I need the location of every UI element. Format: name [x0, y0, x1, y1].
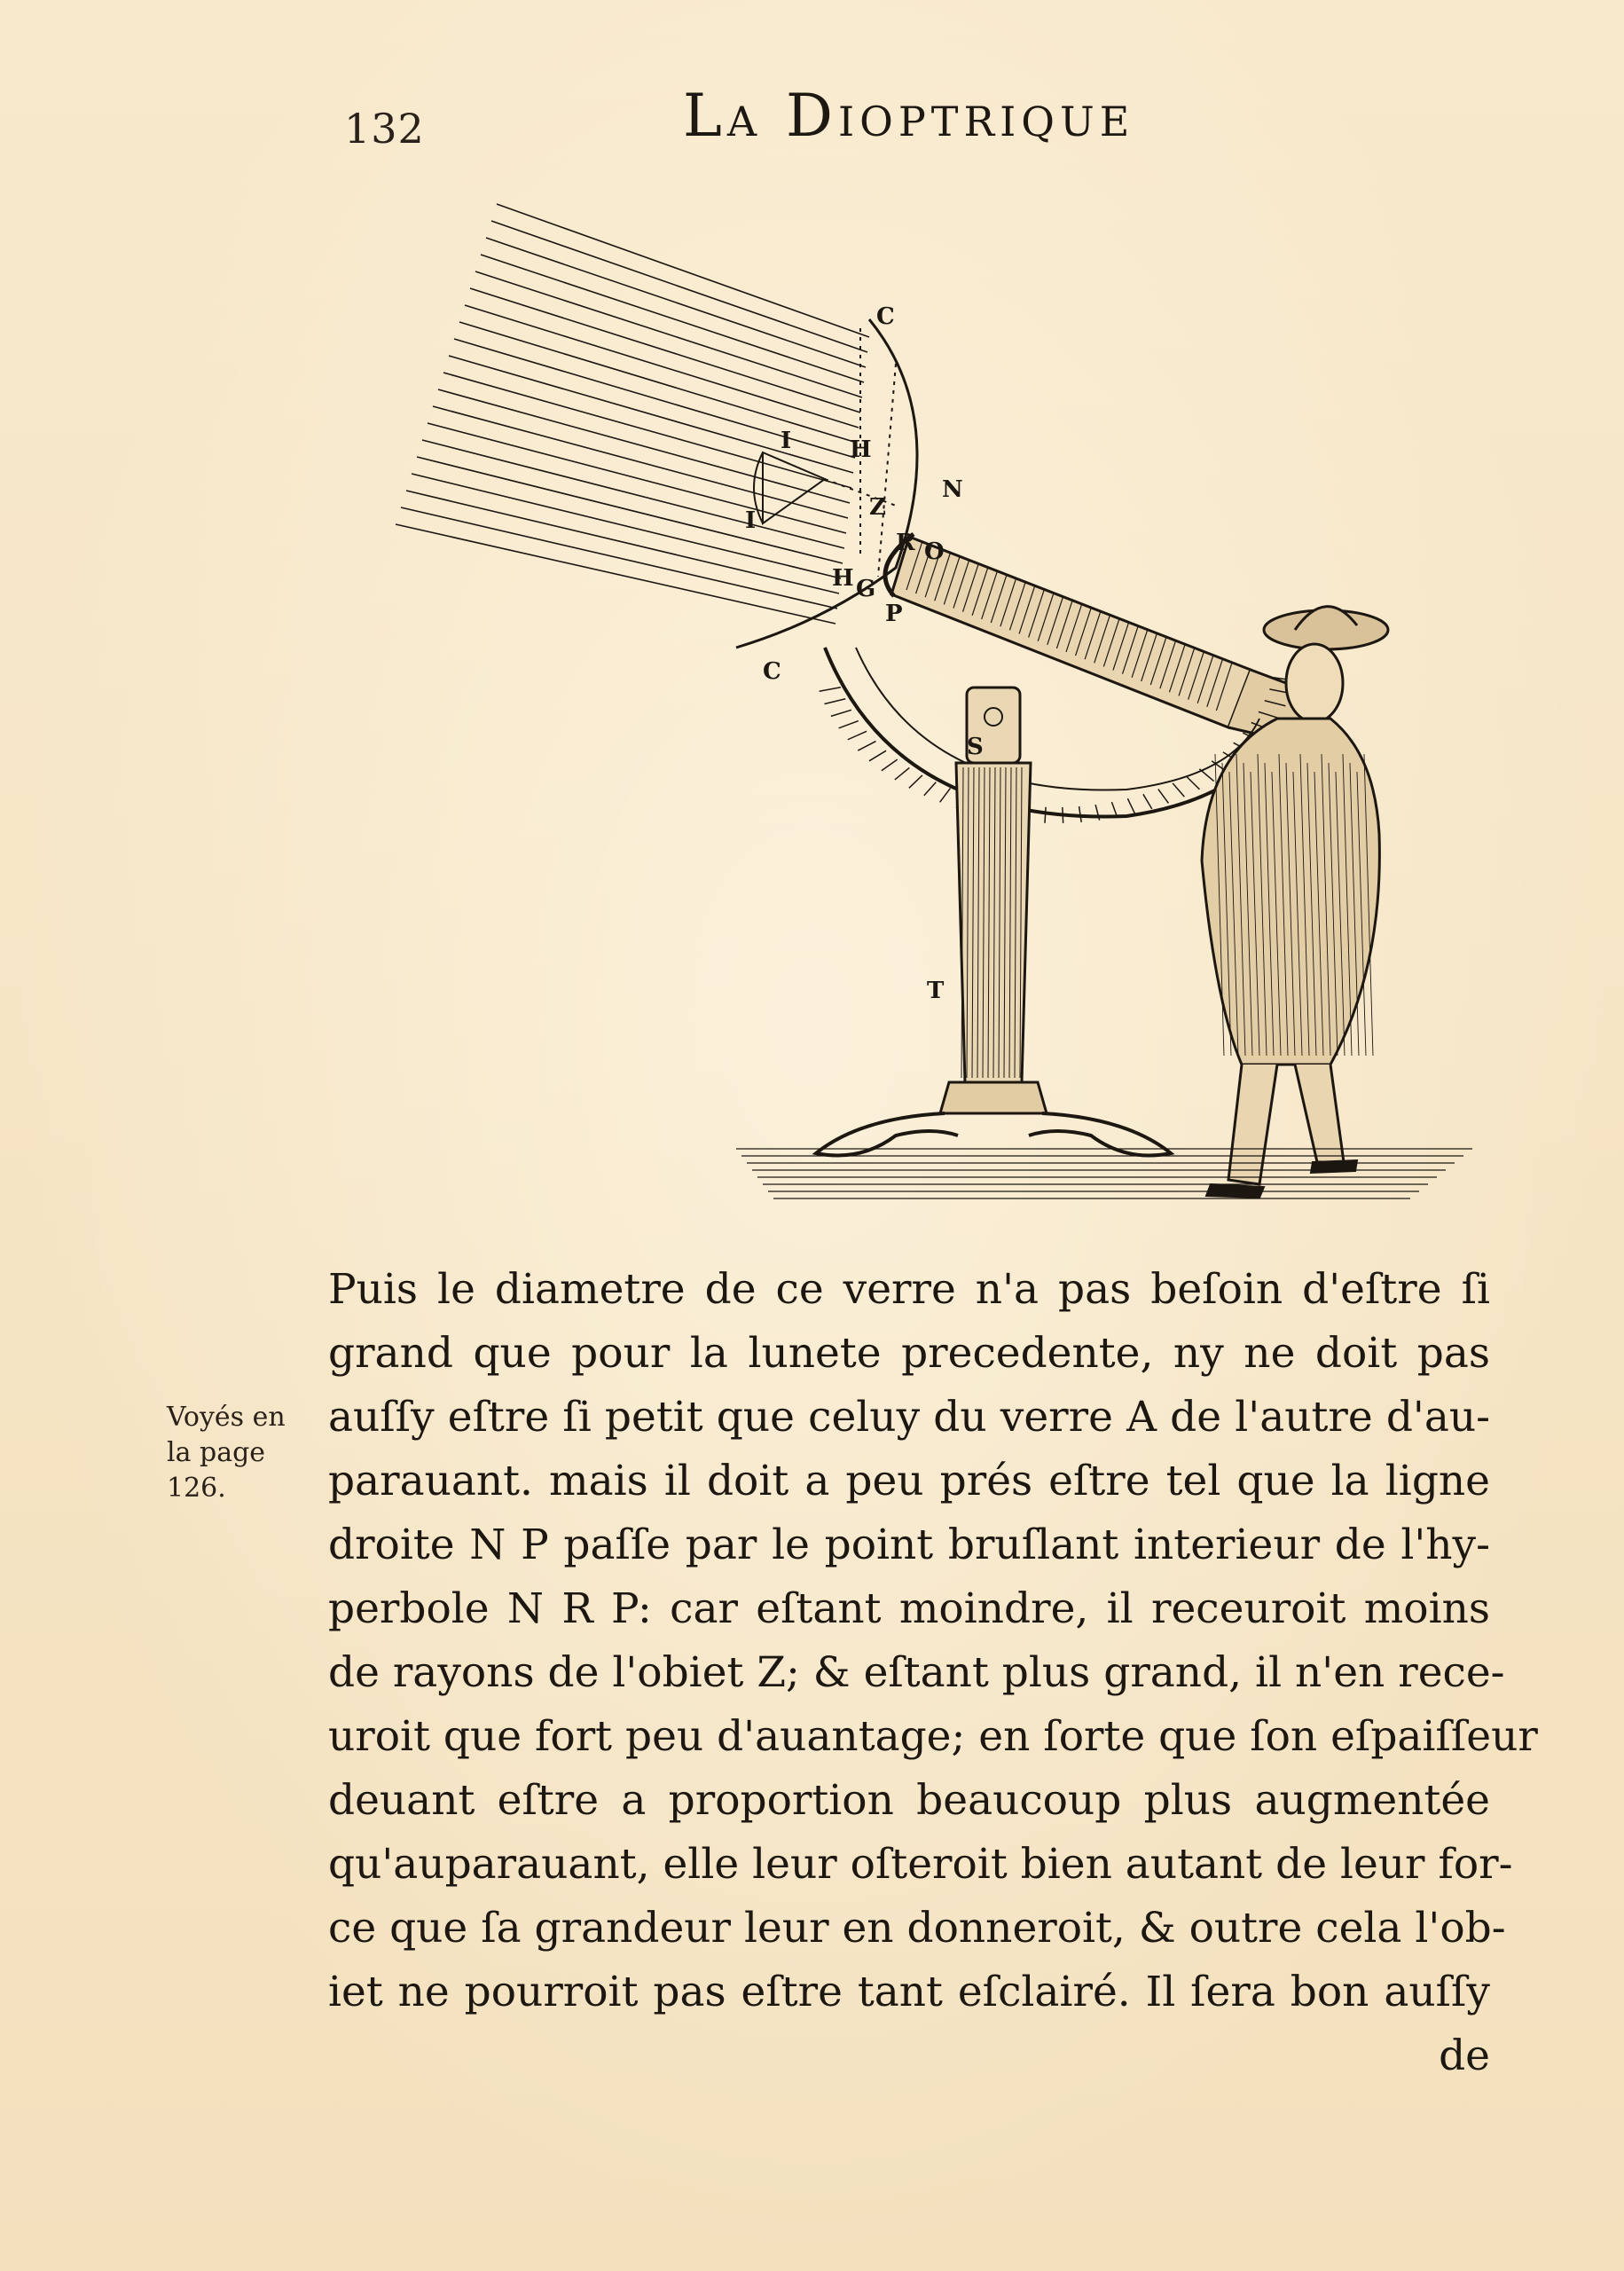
figure-letter: T: [927, 978, 945, 1004]
margin-note: [167, 1400, 326, 1506]
figure-letter: C: [876, 303, 895, 330]
figure-letters: [745, 303, 984, 1004]
observer-head: [1286, 644, 1343, 722]
text-line: de rayons de l'obiet Z; & eſtant plus grand, il n'en rece-: [328, 1648, 1505, 1697]
margin-note-line: la page: [167, 1437, 266, 1468]
running-title: La Dioptrique: [683, 82, 1135, 150]
figure-letter: H: [832, 565, 854, 592]
text-line: ce que ſa grandeur leur en donneroit, & outre cela l'ob-: [328, 1904, 1506, 1953]
ground-hatching: [736, 1149, 1472, 1198]
engraving-svg: [364, 186, 1490, 1215]
figure-letter: Z: [869, 494, 886, 521]
figure-letter: P: [885, 601, 903, 627]
text-line: iet ne pourroit pas eſtre tant eſclairé. Il ſera bon auſſy: [328, 1968, 1490, 2016]
light-rays: [396, 204, 869, 624]
margin-note-line: Voyés en: [167, 1402, 286, 1433]
observer-left-leg: [1228, 1065, 1277, 1184]
figure-letter: S: [967, 734, 984, 760]
figure-letter: C: [763, 658, 781, 685]
text-line: qu'auparauant, elle leur oſteroit bien autant de leur for-: [328, 1840, 1513, 1889]
figure-letter: R: [896, 530, 915, 556]
figure-letter: G: [856, 576, 876, 602]
column-base-ring: [940, 1082, 1047, 1113]
text-line: perbole N R P: car eſtant moindre, il receuroit moins: [328, 1584, 1490, 1633]
text-line: Puis le diametre de ce verre n'a pas beſoin d'eſtre ſi: [328, 1265, 1490, 1314]
text-line: auſſy eſtre ſi petit que celuy du verre A de l'autre d'au-: [328, 1393, 1490, 1442]
text-line: parauant. mais il doit a peu prés eſtre tel que la ligne: [328, 1457, 1490, 1505]
telescope-engraving: [364, 186, 1490, 1215]
body-paragraph: [328, 1258, 1538, 2088]
text-line: droite N P paſſe par le point bruſlant interieur de l'hy-: [328, 1521, 1490, 1569]
margin-note-line: 126.: [167, 1473, 226, 1504]
text-line: de: [1439, 2031, 1490, 2080]
observer-right-leg: [1295, 1065, 1344, 1162]
telescope-tube: [891, 537, 1251, 727]
figure-letter: I: [781, 428, 792, 454]
figure-letter: H: [850, 436, 872, 463]
figure-letter: N: [942, 476, 963, 503]
figure-letter: O: [924, 538, 945, 565]
text-line: uroit que fort peu d'auantage; en ſorte que ſon eſpaiſſeur: [328, 1712, 1538, 1761]
text-line: grand que pour la lunete precedente, ny ne doit pas: [328, 1329, 1490, 1378]
text-line: deuant eſtre a proportion beaucoup plus augmentée: [328, 1776, 1490, 1825]
page-number: 132: [344, 105, 425, 153]
observer-cloak: [1202, 719, 1379, 1065]
figure-letter: I: [745, 507, 757, 534]
